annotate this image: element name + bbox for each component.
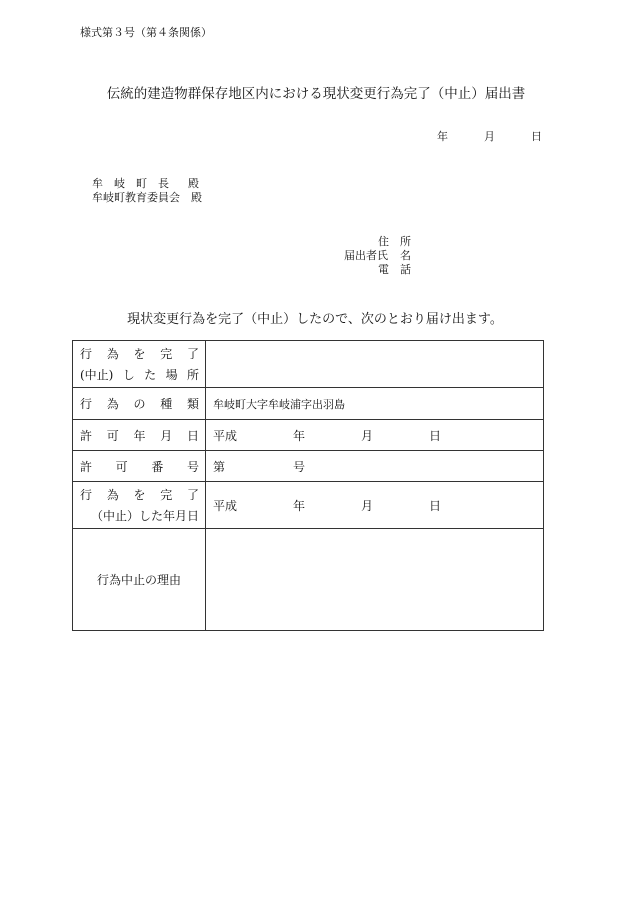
address-label: 住 所 xyxy=(378,235,411,248)
label-permit-number: 許 可 番 号 xyxy=(73,451,206,482)
row-suspension-reason xyxy=(73,529,544,631)
row-completion-date xyxy=(73,482,544,529)
label-completion-date: 行 為 を 完 了 （中止）した年月日 xyxy=(73,482,206,529)
value-permit-date[interactable]: 平成 年 月 日 xyxy=(206,420,544,451)
label-action-type: 行 為 の 種 類 xyxy=(73,388,206,420)
statement-text: 現状変更行為を完了（中止）したので、次のとおり届け出ます。 xyxy=(127,312,503,327)
document-title: 伝統的建造物群保存地区内における現状変更行為完了（中止）届出書 xyxy=(106,86,526,102)
value-completion-place[interactable] xyxy=(206,341,544,388)
row-action-type xyxy=(73,388,544,420)
date-day-label: 日 xyxy=(531,130,542,143)
label-suspension-reason: 行為中止の理由 xyxy=(73,529,206,631)
applicant-name-label: 届出者氏 名 xyxy=(344,249,411,262)
row-permit-number xyxy=(73,451,544,482)
value-suspension-reason[interactable] xyxy=(206,529,544,631)
notification-table xyxy=(72,340,544,631)
value-completion-date[interactable]: 平成 年 月 日 xyxy=(206,482,544,529)
addressee-board: 牟岐町教育委員会 殿 xyxy=(92,191,202,204)
row-permit-date xyxy=(73,420,544,451)
addressee-mayor: 牟 岐 町 長 殿 xyxy=(92,177,199,190)
value-permit-number[interactable]: 第 号 xyxy=(206,451,544,482)
phone-label: 電 話 xyxy=(378,263,411,276)
form-number: 様式第３号（第４条関係） xyxy=(80,26,212,39)
date-year-label: 年 xyxy=(437,130,448,143)
label-permit-date: 許 可 年 月 日 xyxy=(73,420,206,451)
label-completion-place: 行 為 を 完 了 (中止) し た 場 所 xyxy=(73,341,206,388)
row-completion-place xyxy=(73,341,544,388)
value-action-type[interactable]: 牟岐町大字牟岐浦字出羽島 xyxy=(206,388,544,420)
date-month-label: 月 xyxy=(484,130,495,143)
